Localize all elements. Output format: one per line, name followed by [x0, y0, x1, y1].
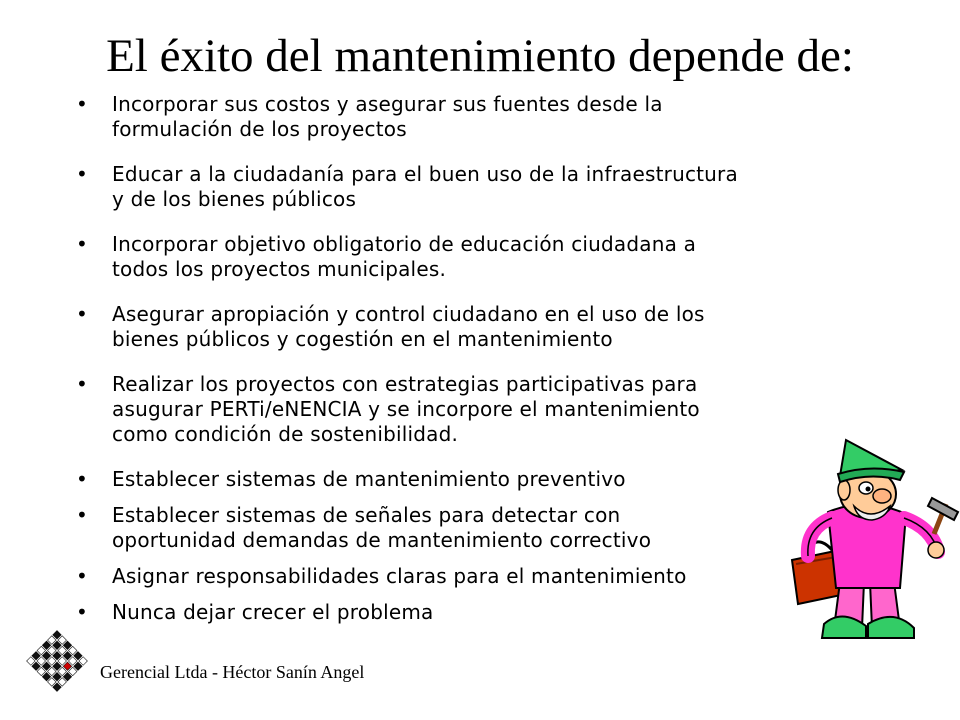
bullet-text: Asegurar apropiación y control ciudadano en el uso de los bienes públicos y cogestión en el mantenimiento	[112, 302, 705, 351]
bullet-dot: •	[76, 600, 88, 624]
bullet-text: Nunca dejar crecer el problema	[112, 600, 434, 624]
bullet-text: Incorporar sus costos y asegurar sus fuentes desde la formulación de los proyectos	[112, 92, 663, 141]
diamond-checker-logo-icon	[22, 626, 92, 696]
list-item	[66, 302, 856, 352]
list-item	[66, 372, 856, 447]
bullet-dot: •	[76, 467, 88, 491]
bullet-dot: •	[76, 162, 88, 186]
list-item	[66, 162, 856, 212]
bullet-dot: •	[76, 372, 88, 396]
bullet-text: Asignar responsabilidades claras para el mantenimiento	[112, 564, 687, 588]
bullet-list	[66, 92, 856, 625]
list-item	[66, 232, 856, 282]
bullet-text: Establecer sistemas de señales para detectar con oportunidad demandas de mantenimiento correctivo	[112, 503, 652, 552]
bullet-dot: •	[76, 564, 88, 588]
bullet-dot: •	[76, 302, 88, 326]
footer-text: Gerencial Ltda - Héctor Sanín Angel	[100, 662, 365, 682]
list-item	[66, 467, 856, 492]
bullet-text: Realizar los proyectos con estrategias participativas para asugurar PERTi/eNENCIA y se incorpore el mantenimiento como condición de sostenibilidad.	[112, 372, 700, 446]
list-item	[66, 564, 856, 589]
bullet-text: Establecer sistemas de mantenimiento preventivo	[112, 467, 626, 491]
gnome-handyman-icon	[782, 432, 960, 668]
bullet-text: Educar a la ciudadanía para el buen uso de la infraestructura y de los bienes públicos	[112, 162, 738, 211]
bullet-dot: •	[76, 92, 88, 116]
bullet-text: Incorporar objetivo obligatorio de educación ciudadana a todos los proyectos municipales.	[112, 232, 697, 281]
slide-title: El éxito del mantenimiento depende de:	[106, 30, 854, 82]
list-item	[66, 600, 856, 625]
bullet-dot: •	[76, 503, 88, 527]
list-item	[66, 92, 856, 142]
list-item	[66, 503, 856, 553]
bullet-dot: •	[76, 232, 88, 256]
